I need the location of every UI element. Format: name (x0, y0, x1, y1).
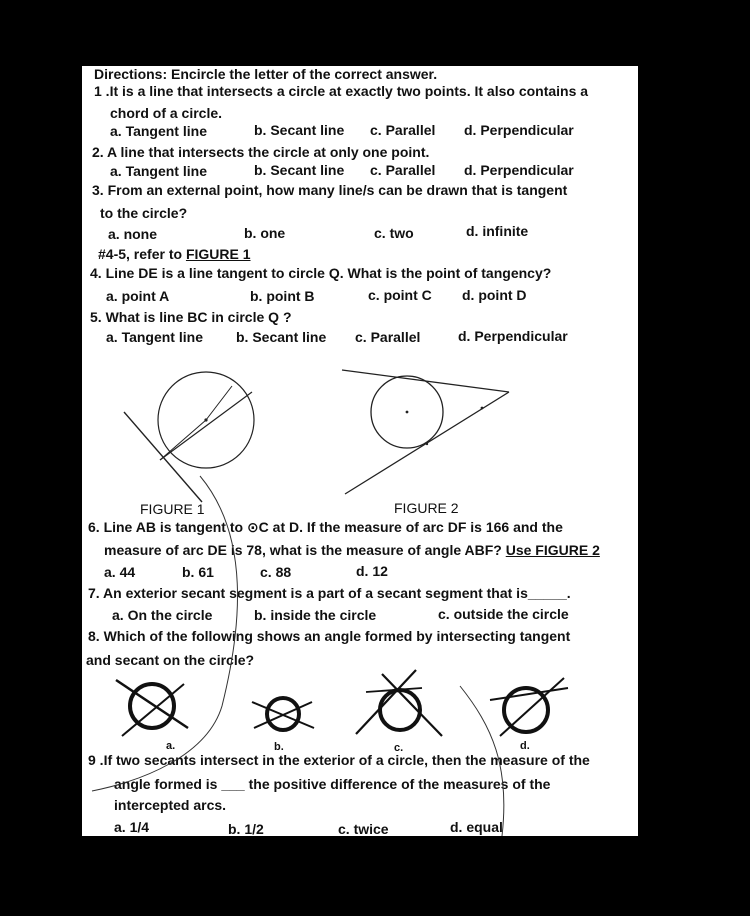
q5-choice-a[interactable]: a. Tangent line (106, 329, 203, 345)
q1-stem-line2: chord of a circle. (110, 105, 223, 121)
figure1-caption: FIGURE 1 (140, 501, 205, 517)
q6-choice-b[interactable]: b. 61 (182, 564, 214, 580)
q5-stem: 5. What is line BC in circle Q ? (90, 309, 292, 325)
pen-stroke-right (460, 686, 504, 836)
q6-stem-line2: measure of arc DE is 78, what is the measure of angle ABF? Use FIGURE 2 (104, 542, 600, 558)
q4-choice-a[interactable]: a. point A (106, 288, 170, 304)
figure1-link[interactable]: FIGURE 1 (185, 246, 251, 262)
q9-stem-line3: intercepted arcs. (114, 797, 227, 813)
worksheet-page (82, 66, 638, 836)
q4-stem: 4. Line DE is a line tangent to circle Q. What is the point of tangency? (90, 265, 552, 281)
q9-choice-b[interactable]: b. 1/2 (228, 821, 264, 836)
q5-choice-b[interactable]: b. Secant line (236, 329, 327, 345)
q1-choice-b[interactable]: b. Secant line (254, 122, 345, 138)
q2-stem: 2. A line that intersects the circle at only one point. (92, 144, 430, 160)
q1-choice-d[interactable]: d. Perpendicular (464, 122, 574, 138)
q3-choice-a[interactable]: a. none (108, 226, 158, 242)
q2-choice-d[interactable]: d. Perpendicular (464, 162, 574, 178)
q8-label-b: b. (274, 741, 284, 753)
directions: Directions: Encircle the letter of the correct answer. (94, 66, 438, 82)
refer-figure1: #4-5, refer to FIGURE 1 (98, 246, 251, 262)
q7-stem: 7. An exterior secant segment is a part of a secant segment that is_____. (88, 585, 571, 601)
q3-stem-line1: 3. From an external point, how many line/s can be drawn that is tangent (92, 182, 568, 198)
q9-stem-line1: 9 .If two secants intersect in the exterior of a circle, then the measure of the (88, 752, 590, 768)
q6-choice-d[interactable]: d. 12 (356, 563, 388, 579)
q2-choice-b[interactable]: b. Secant line (254, 162, 345, 178)
q1-stem-line1: 1 .It is a line that intersects a circle at exactly two points. It also contains a (94, 83, 589, 99)
q1-choice-a[interactable]: a. Tangent line (110, 123, 207, 139)
pen-stroke-left (92, 476, 238, 791)
q8-label-d: d. (520, 740, 530, 752)
figure2-link[interactable]: Use FIGURE 2 (505, 542, 600, 558)
q2-choice-a[interactable]: a. Tangent line (110, 163, 207, 179)
q5-choice-d[interactable]: d. Perpendicular (458, 328, 568, 344)
q6-choice-a[interactable]: a. 44 (104, 564, 136, 580)
q8-stem-line1: 8. Which of the following shows an angle formed by intersecting tangent (88, 628, 571, 644)
q9-choice-c[interactable]: c. twice (338, 821, 389, 836)
q9-choice-a[interactable]: a. 1/4 (114, 819, 150, 835)
q3-choice-d[interactable]: d. infinite (466, 223, 529, 239)
q4-choice-c[interactable]: c. point C (368, 287, 432, 303)
figure2-caption: FIGURE 2 (394, 500, 459, 516)
q8-label-c: c. (394, 742, 404, 754)
q9-choice-d[interactable]: d. equal (450, 819, 503, 835)
q5-choice-c[interactable]: c. Parallel (355, 329, 421, 345)
q7-blank: _____. (527, 585, 571, 601)
q3-stem-line2: to the circle? (100, 205, 188, 221)
q6-stem-line1: 6. Line AB is tangent to ⊙C at D. If the measure of arc DF is 166 and the (88, 519, 563, 535)
q2-choice-c[interactable]: c. Parallel (370, 162, 436, 178)
q4-choice-d[interactable]: d. point D (462, 287, 527, 303)
q3-choice-b[interactable]: b. one (244, 225, 286, 241)
q1-choice-c[interactable]: c. Parallel (370, 122, 436, 138)
q9-blank: ___ (221, 776, 245, 792)
q3-choice-c[interactable]: c. two (374, 225, 414, 241)
q6-choice-c[interactable]: c. 88 (260, 564, 292, 580)
circle-symbol: ⊙ (246, 519, 259, 535)
q8-label-a: a. (166, 740, 176, 752)
q8-stem-line2: and secant on the circle? (86, 652, 255, 668)
pen-marks-overlay (82, 66, 638, 836)
q7-choice-a[interactable]: a. On the circle (112, 607, 213, 623)
q7-choice-c[interactable]: c. outside the circle (438, 606, 569, 622)
q7-choice-b[interactable]: b. inside the circle (254, 607, 377, 623)
q4-choice-b[interactable]: b. point B (250, 288, 315, 304)
q9-stem-line2: angle formed is ___ the positive difference of the measures of the (114, 776, 551, 792)
